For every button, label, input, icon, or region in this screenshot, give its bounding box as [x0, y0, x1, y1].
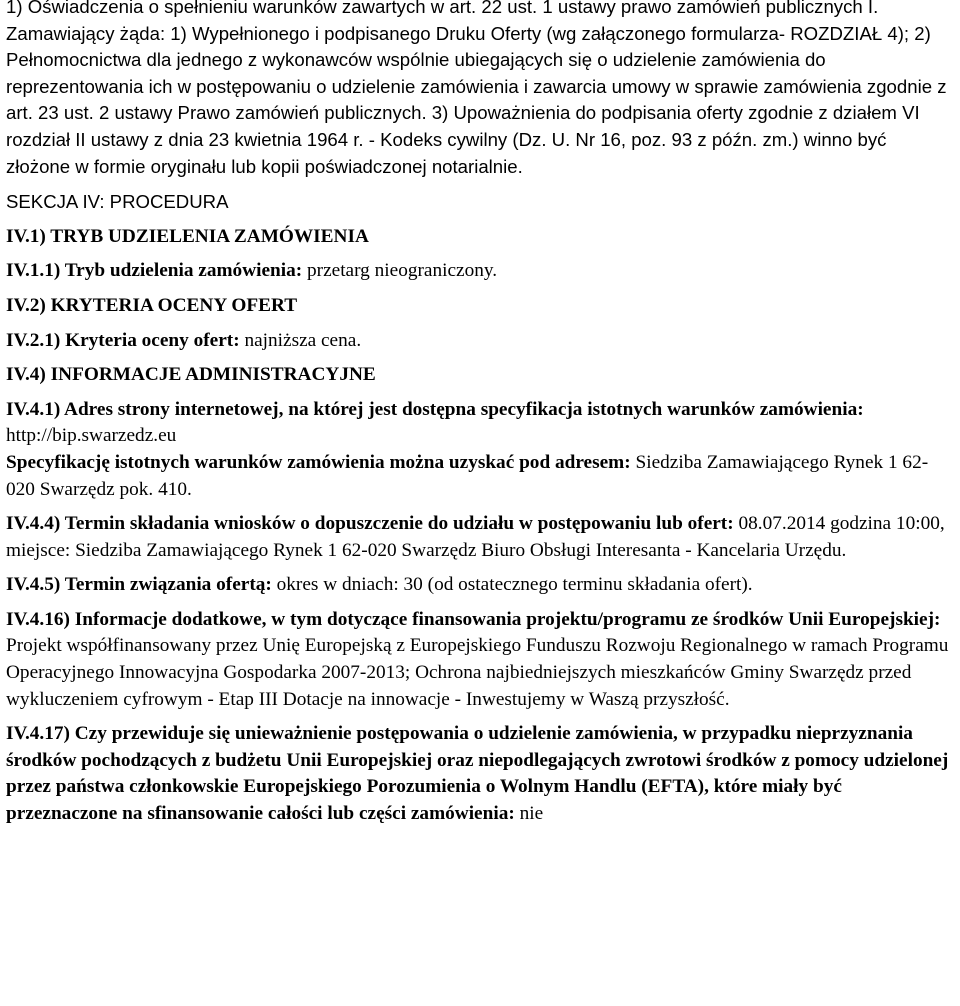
section-title-text: SEKCJA IV: PROCEDURA	[6, 191, 229, 213]
iv2-1-item	[6, 328, 954, 355]
iv2-1-value: najniższa cena.	[244, 329, 362, 351]
iv2-heading	[6, 293, 954, 320]
iv4-4-item	[6, 511, 954, 564]
iv2-heading-text: IV.2) KRYTERIA OCENY OFERT	[6, 294, 298, 316]
iv4-heading-text: IV.4) INFORMACJE ADMINISTRACYJNE	[6, 364, 376, 386]
iv4-17-label: IV.4.17) Czy przewiduje się unieważnienie postępowania o udzielenie zamówienia, w przypadku nieprzyznania środków pochodzących z budżetu Unii Europejskiej oraz niepodlegających zwrotowi środków z pomocy udzielonej przez państwa członkowskie Europejskiego Porozumienia o Wolnym Handlu (EFTA), które miały być przeznaczone na sfinansowanie całości lub części zamówienia:	[6, 723, 949, 825]
iv4-1b-value: Siedziba Zamawiającego Rynek 1 62-020 Swarzędz pok. 410.	[6, 451, 929, 500]
iv2-1-label: IV.2.1) Kryteria oceny ofert:	[6, 329, 240, 351]
iv4-1b-item	[6, 450, 954, 503]
iv4-1-label: IV.4.1) Adres strony internetowej, na której jest dostępna specyfikacja istotnych warunków zamówienia:	[6, 398, 864, 420]
section-title	[6, 189, 954, 216]
iv4-4-value: 08.07.2014 godzina 10:00, miejsce: Siedziba Zamawiającego Rynek 1 62-020 Swarzędz Biuro Obsługi Interesanta - Kancelaria Urzędu.	[6, 513, 945, 561]
iv4-5-item	[6, 572, 954, 599]
iv1-heading	[6, 224, 954, 251]
iv4-17-value: nie	[519, 803, 544, 825]
iv4-4-label: IV.4.4) Termin składania wniosków o dopuszczenie do udziału w postępowaniu lub ofert:	[6, 513, 734, 535]
iv4-5-label: IV.4.5) Termin związania ofertą:	[6, 574, 272, 596]
iv4-16-value: Projekt współfinansowany przez Unię Europejską z Europejskiego Funduszu Rozwoju Regionalnego w ramach Programu Operacyjnego Innowacyjna Gospodarka 2007-2013; Ochrona najbiedniejszych mieszkańców Gminy Swarzędz przed wykluczeniem cyfrowym - Etap III Dotacje na innowacje - Inwestujemy w Waszą przyszłość.	[6, 635, 949, 710]
iv4-16-item	[6, 607, 954, 713]
iv4-16-label: IV.4.16) Informacje dodatkowe, w tym dotyczące finansowania projektu/programu ze środków Unii Europejskiej:	[6, 608, 941, 630]
intro-paragraph	[6, 0, 954, 180]
iv1-1-label: IV.1.1) Tryb udzielenia zamówienia:	[6, 260, 303, 282]
intro-text: 1) Oświadczenia o spełnieniu warunków zawartych w art. 22 ust. 1 ustawy prawo zamówień publicznych I. Zamawiający żąda: 1) Wypełnionego i podpisanego Druku Oferty (wg załączonego formularza- ROZDZIAŁ 4); 2) Pełnomocnictwa dla jednego z wykonawców wspólnie ubiegających się o udzielenie zamówienia do reprezentowania ich w postępowaniu o udzielenie zamówienia i zawarcia umowy w sprawie zamówienia zgodnie z art. 23 ust. 2 ustawy Prawo zamówień publicznych. 3) Upoważnienia do podpisania oferty zgodnie z działem VI rozdział II ustawy z dnia 23 kwietnia 1964 r. - Kodeks cywilny (Dz. U. Nr 16, poz. 93 z późn. zm.) winno być złożone w formie oryginału lub kopii poświadczonej notarialnie.	[6, 0, 947, 177]
iv4-5-value: okres w dniach: 30 (od ostatecznego terminu składania ofert).	[276, 574, 753, 596]
iv4-17-item	[6, 721, 954, 827]
iv1-heading-text: IV.1) TRYB UDZIELENIA ZAMÓWIENIA	[6, 225, 369, 247]
iv4-1b-label: Specyfikację istotnych warunków zamówienia można uzyskać pod adresem:	[6, 451, 631, 473]
iv1-1-item	[6, 258, 954, 285]
iv4-1-value: http://bip.swarzedz.eu	[6, 425, 177, 447]
iv4-1-item	[6, 397, 954, 450]
iv4-heading	[6, 362, 954, 389]
iv1-1-value: przetarg nieograniczony.	[307, 260, 498, 282]
